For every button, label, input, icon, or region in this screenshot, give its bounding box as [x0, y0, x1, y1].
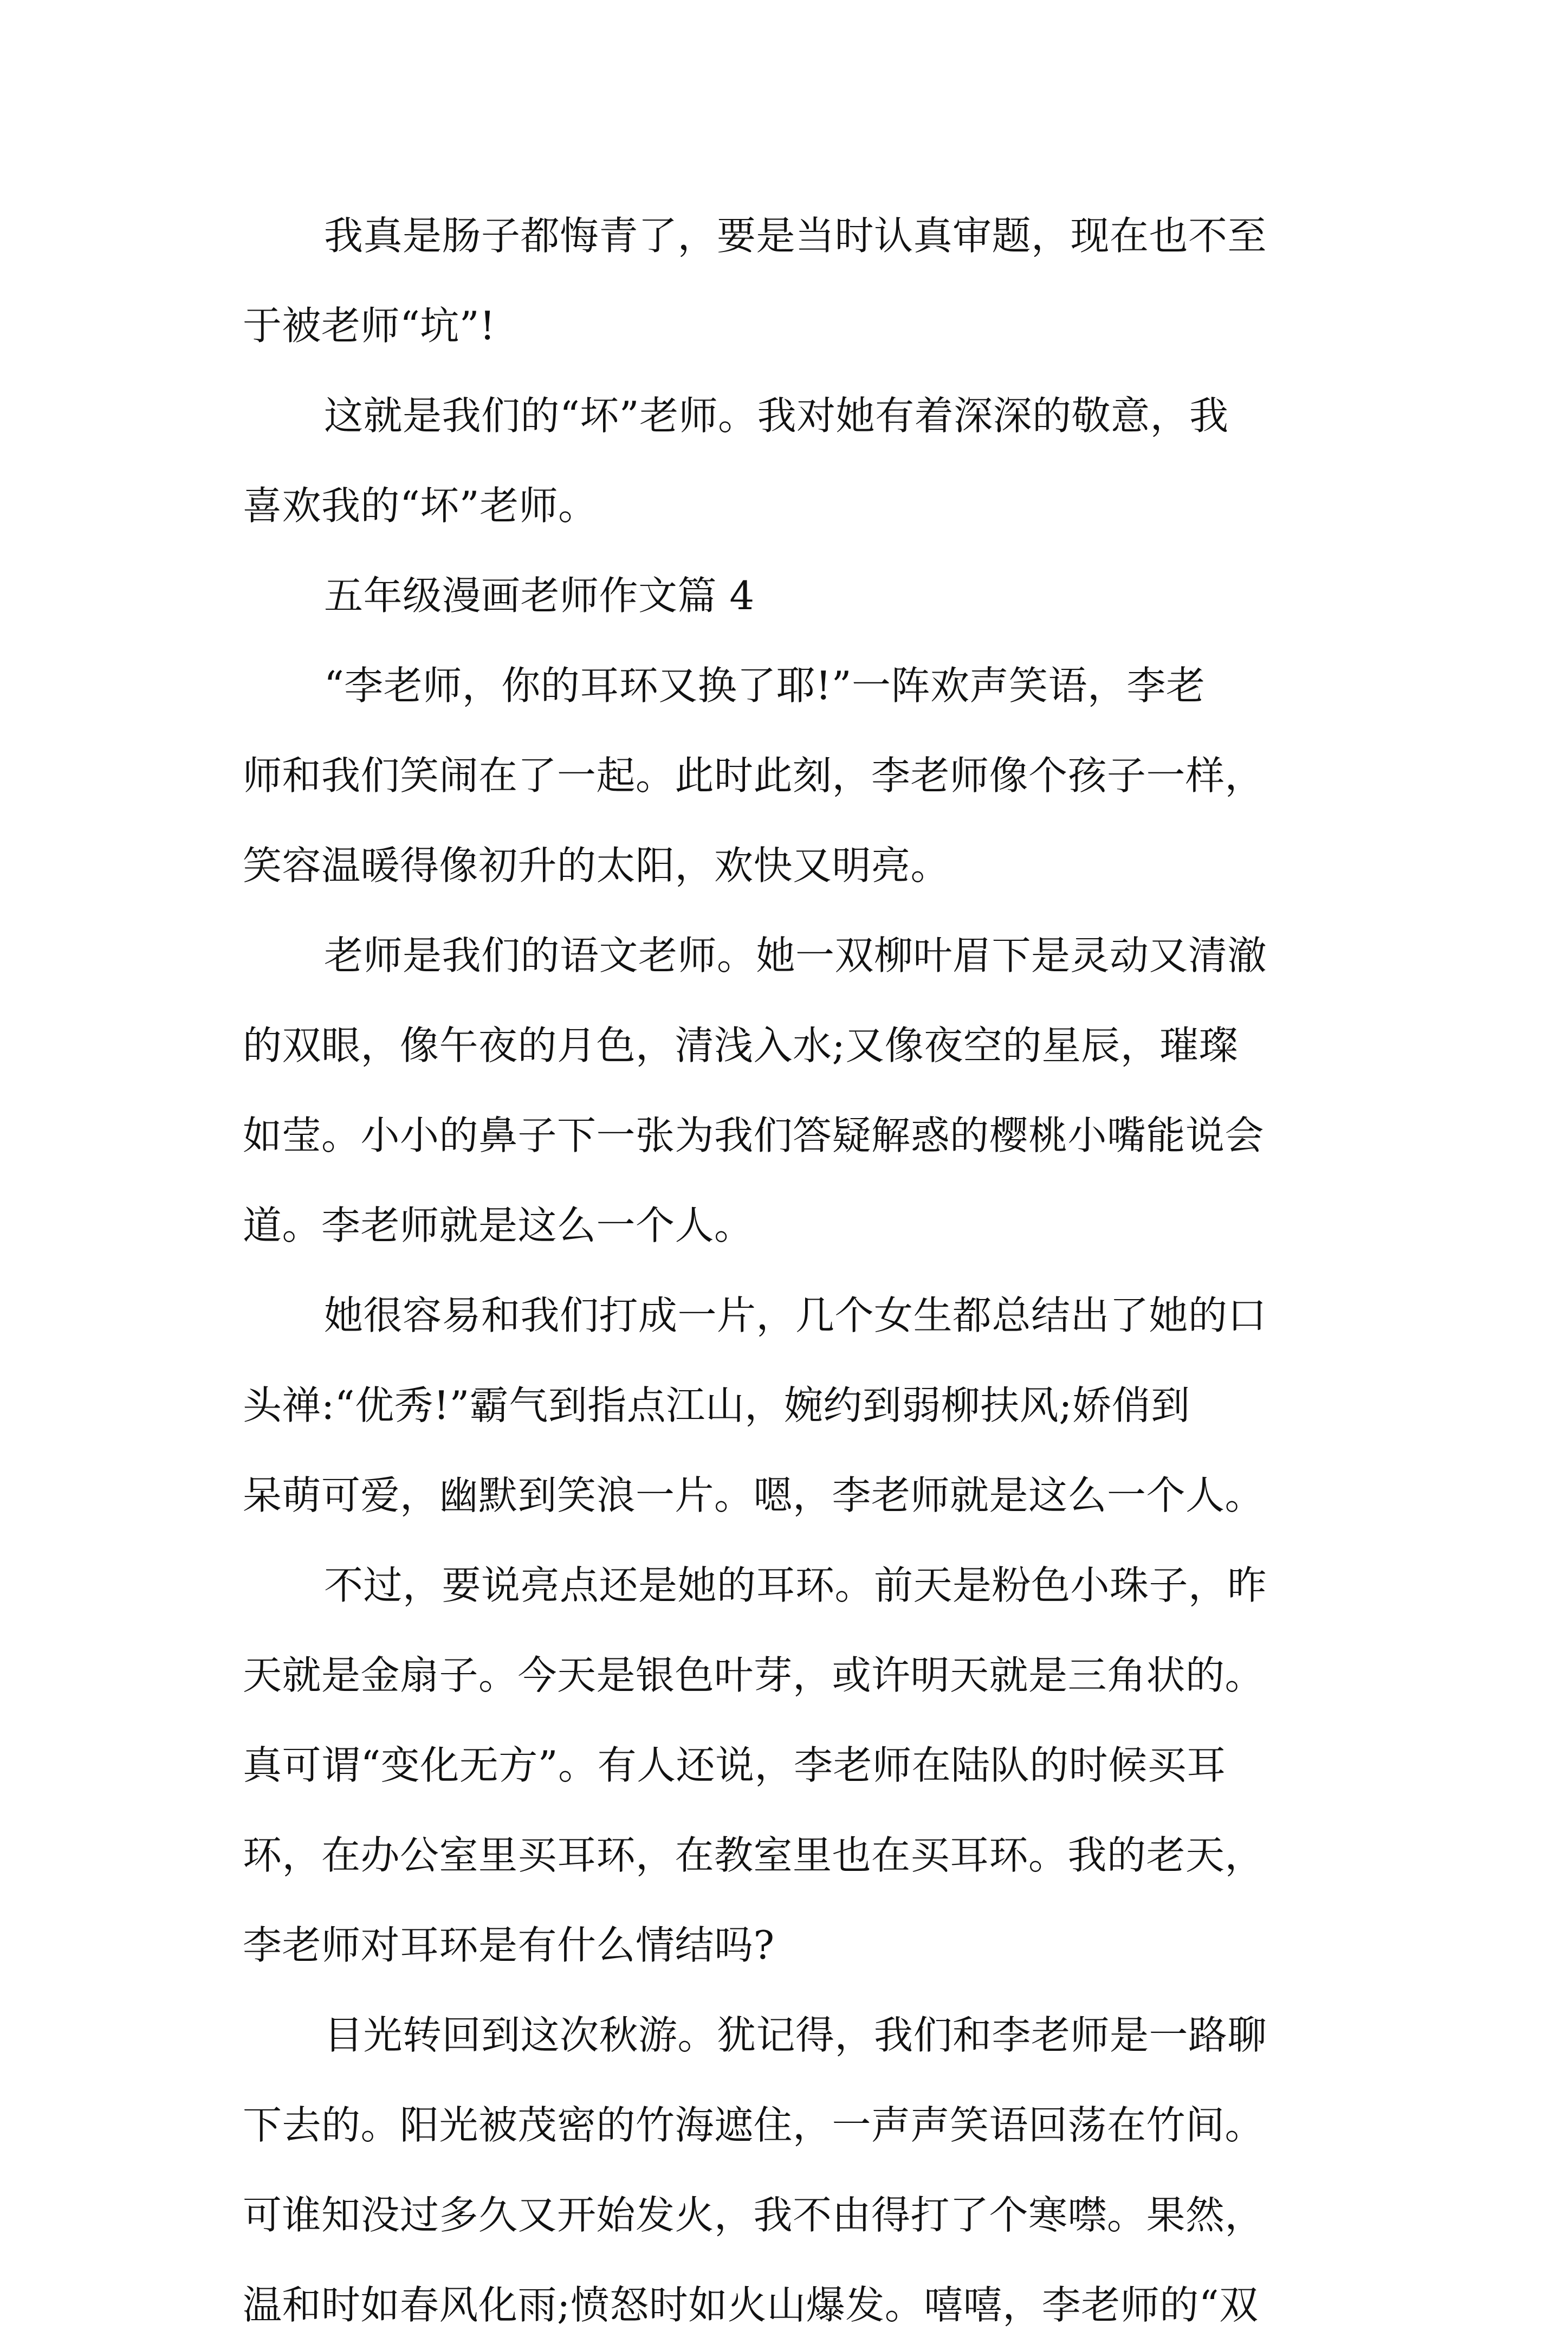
paragraph-line: 道。李老师就是这么一个人。	[243, 1203, 754, 1248]
paragraph-line: 温和时如春风化雨;愤怒时如火山爆发。嘻嘻，李老师的“双	[243, 2282, 1259, 2328]
paragraph-line: 的双眼，像午夜的月色，清浅入水;又像夜空的星辰，璀璨	[243, 1023, 1239, 1068]
paragraph-line: 环，在办公室里买耳环，在教室里也在买耳环。我的老天，	[243, 1832, 1265, 1878]
paragraph-line: 天就是金扇子。今天是银色叶芽，或许明天就是三角状的。	[243, 1652, 1265, 1698]
paragraph-line: 可谁知没过多久又开始发火，我不由得打了个寒噤。果然，	[243, 2192, 1265, 2238]
paragraph-line: 笑容温暖得像初升的太阳，欢快又明亮。	[243, 843, 950, 888]
paragraph-line: 目光转回到这次秋游。犹记得，我们和李老师是一路聊	[324, 2012, 1267, 2058]
paragraph-line: 呆萌可爱，幽默到笑浪一片。嗯，李老师就是这么一个人。	[243, 1473, 1265, 1518]
paragraph-line: 如莹。小小的鼻子下一张为我们答疑解惑的樱桃小嘴能说会	[243, 1113, 1265, 1158]
paragraph-line: 喜欢我的“坏”老师。	[243, 483, 598, 528]
section-heading: 五年级漫画老师作文篇 4	[324, 573, 755, 618]
paragraph-line: 真可谓“变化无方”。有人还说，李老师在陆队的时候买耳	[243, 1742, 1226, 1788]
paragraph-line: 于被老师“坑”!	[243, 303, 496, 348]
paragraph-line: 她很容易和我们打成一片，几个女生都总结出了她的口	[324, 1293, 1267, 1338]
article-body	[243, 191, 1348, 2350]
paragraph-line: 下去的。阳光被茂密的竹海遮住，一声声笑语回荡在竹间。	[243, 2102, 1265, 2148]
paragraph-line: 李老师对耳环是有什么情结吗?	[243, 1922, 775, 1968]
paragraph-line: 我真是肠子都悔青了，要是当时认真审题，现在也不至	[324, 213, 1267, 259]
paragraph-line: 头禅:“优秀!”霸气到指点江山，婉约到弱柳扶风;娇俏到	[243, 1383, 1190, 1428]
paragraph-line: 老师是我们的语文老师。她一双柳叶眉下是灵动又清澈	[324, 933, 1267, 978]
paragraph-line: “李老师，你的耳环又换了耶!”一阵欢声笑语，李老	[324, 663, 1206, 708]
paragraph-line: 师和我们笑闹在了一起。此时此刻，李老师像个孩子一样，	[243, 753, 1265, 798]
paragraph-line: 这就是我们的“坏”老师。我对她有着深深的敬意，我	[324, 393, 1229, 438]
paragraph-line: 不过，要说亮点还是她的耳环。前天是粉色小珠子，昨	[324, 1563, 1267, 1608]
